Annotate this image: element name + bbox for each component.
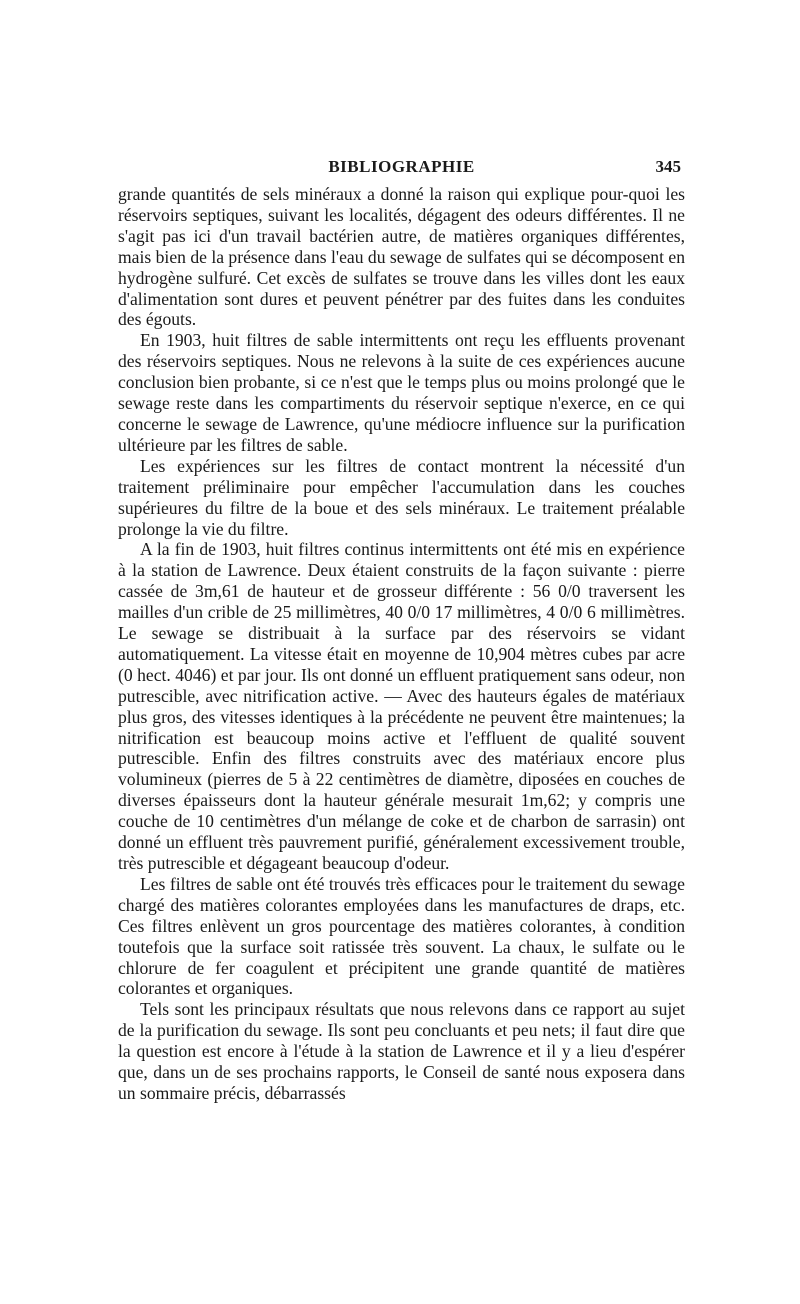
paragraph-4: A la fin de 1903, huit filtres continus intermittents ont été mis en expérience à la station de Lawrence. Deux étaient construits de la façon suivante : pierre cassée de 3m,61 de hauteur et de grosseur différente : 56 0/0 traversent les mailles d'un crible de 25 millimètres, 40 0/0 17 millimètres, 4 0/0 6 millimètres. Le sewage se distribuait à la surface par des réservoirs se vidant automatiquement. La vitesse était en moyenne de 10,904 mètres cubes par acre (0 hect. 4046) et par jour. Ils ont donné un effluent pratiquement sans odeur, non putrescible, avec nitrification active. — Avec des hauteurs égales de matériaux plus gros, des vitesses identiques à la précédente ne peuvent être maintenues; la nitrification est beaucoup moins active et l'effluent de qualité souvent putrescible. Enfin des filtres construits avec des matériaux encore plus volumineux (pierres de 5 à 22 centimètres de diamètre, diposées en couches de diverses épaisseurs dont la hauteur générale mesurait 1m,62; y compris une couche de 10 centimètres d'un mélange de coke et de charbon de sarrasin) ont donné un effluent très pauvrement purifié, généralement excessivement trouble, très putrescible et dégageant beaucoup d'odeur. (118, 539, 685, 873)
paragraph-1: grande quantités de sels minéraux a donné la raison qui explique pour-quoi les réservoirs septiques, suivant les localités, dégagent des odeurs différentes. Il ne s'agit pas ici d'un travail bactérien autre, de matières organiques différentes, mais bien de la présence dans l'eau du sewage de sulfates qui se décomposent en hydrogène sulfuré. Cet excès de sulfates se trouve dans les villes dont les eaux d'alimentation sont dures et peuvent pénétrer par des fuites dans les conduites des égouts. (118, 184, 685, 330)
paragraph-5: Les filtres de sable ont été trouvés très efficaces pour le traitement du sewage chargé des matières colorantes employées dans les manufactures de draps, etc. Ces filtres enlèvent un gros pourcentage des matières colorantes, à condition toutefois que la surface soit ratissée très souvent. La chaux, le sulfate ou le chlorure de fer coagulent et précipitent une grande quantité de matières colorantes et organiques. (118, 873, 685, 999)
page-number: 345 (655, 157, 681, 176)
paragraph-6: Tels sont les principaux résultats que nous relevons dans ce rapport au sujet de la purification du sewage. Ils sont peu concluants et peu nets; il faut dire que la question est encore à l'étude à la station de Lawrence et il y a lieu d'espérer que, dans un de ses prochains rapports, le Conseil de santé nous exposera dans un sommaire précis, débarrassés (118, 999, 685, 1103)
page-body (118, 184, 685, 1104)
running-title: BIBLIOGRAPHIE (328, 157, 475, 176)
page-header (118, 157, 685, 181)
paragraph-3: Les expériences sur les filtres de contact montrent la nécessité d'un traitement préliminaire pour empêcher l'accumulation dans les couches supérieures du filtre de la boue et des sels minéraux. Le traitement préalable prolonge la vie du filtre. (118, 455, 685, 539)
paragraph-2: En 1903, huit filtres de sable intermittents ont reçu les effluents provenant des réservoirs septiques. Nous ne relevons à la suite de ces expériences aucune conclusion bien probante, si ce n'est que le temps plus ou moins prolongé que le sewage reste dans les compartiments du réservoir septique n'exerce, en ce qui concerne le sewage de Lawrence, qu'une médiocre influence sur la purification ultérieure par les filtres de sable. (118, 330, 685, 455)
